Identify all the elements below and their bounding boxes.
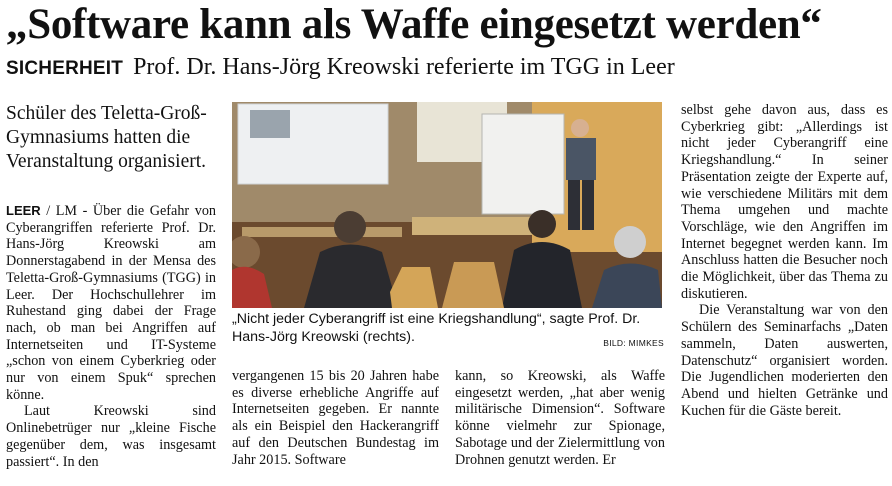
- article-photo: [232, 102, 662, 308]
- photo-credit: BILD: MIMKES: [603, 338, 664, 348]
- kicker: SICHERHEIT: [6, 58, 124, 79]
- column-4: [681, 102, 888, 419]
- col1-paragraph-1: Über die Gefahr von Cyberangriffen referierte Prof. Dr. Hans-Jörg Kreowski am Donnerstagabend in der Mensa des Teletta-Groß-Gymnasiums (TGG) in Leer. Der Hochschullehrer im Ruhestand ging dabei der Frage nach, ob man bei Angriffen auf Internetseiten und IT-Systeme „schon von einem Cyberkrieg oder nur von einem Spuk“ sprechen könne.: [6, 203, 217, 403]
- subheadline: [6, 52, 886, 84]
- col4-paragraph-1: selbst gehe davon aus, dass es Cyberkrieg gibt: „Allerdings ist nicht jeder Cyberangriff eine Kriegshandlung.“ In seiner Präsentation zeigte der Experte auf, wie verschiedene Militärs mit dem Thema umgehen und machte Vorschläge, wie den Angriffen im Internet begegnet werden kann. Im Anschluss hatten die Besucher noch die Möglichkeit, über das Thema zu diskutieren.: [681, 102, 888, 302]
- subline-text: Prof. Dr. Hans-Jörg Kreowski referierte im TGG in Leer: [133, 54, 675, 80]
- col4-paragraph-2: Die Veranstaltung war von den Schülern des Seminarfachs „Daten sammeln, Daten auswerten, Datenschutz“ organisiert worden. Die Jugendlichen moderierten den Abend und hielten Getränke und Kuchen für die Gäste bereit.: [681, 302, 888, 419]
- dateline-rest: / LM -: [40, 203, 93, 219]
- caption-text: „Nicht jeder Cyberangriff ist eine Kriegshandlung“, sagte Prof. Dr. Hans-Jörg Kreowski (rechts).: [232, 311, 641, 345]
- col1-paragraph-2: Laut Kreowski sind Onlinebetrüger nur „kleine Fische gegenüber dem, was insgesamt passiert“. In den: [6, 403, 216, 470]
- photo-caption: [232, 310, 664, 352]
- intro-teaser: Schüler des Teletta-Groß-Gymnasiums hatten die Veranstaltung organisiert.: [6, 103, 207, 172]
- photo-illustration: [232, 102, 662, 308]
- dateline: LEER: [6, 203, 41, 218]
- column-2: vergangenen 15 bis 20 Jahren habe es diverse erhebliche Angriffe auf Internetseiten gegeben. Er nannte als ein Beispiel den Hackerangriff auf den Deutschen Bundestag im Jahr 2015. Software: [232, 368, 439, 468]
- headline: „Software kann als Waffe eingesetzt werden“: [6, 1, 822, 48]
- column-1: [6, 203, 216, 470]
- column-3: kann, so Kreowski, als Waffe eingesetzt werden, „hat aber wenig militärische Dimension“. Software könne vielmehr zur Spionage, Sabotage und der Zielermittlung von Drohnen genutzt werden. Er: [455, 368, 665, 468]
